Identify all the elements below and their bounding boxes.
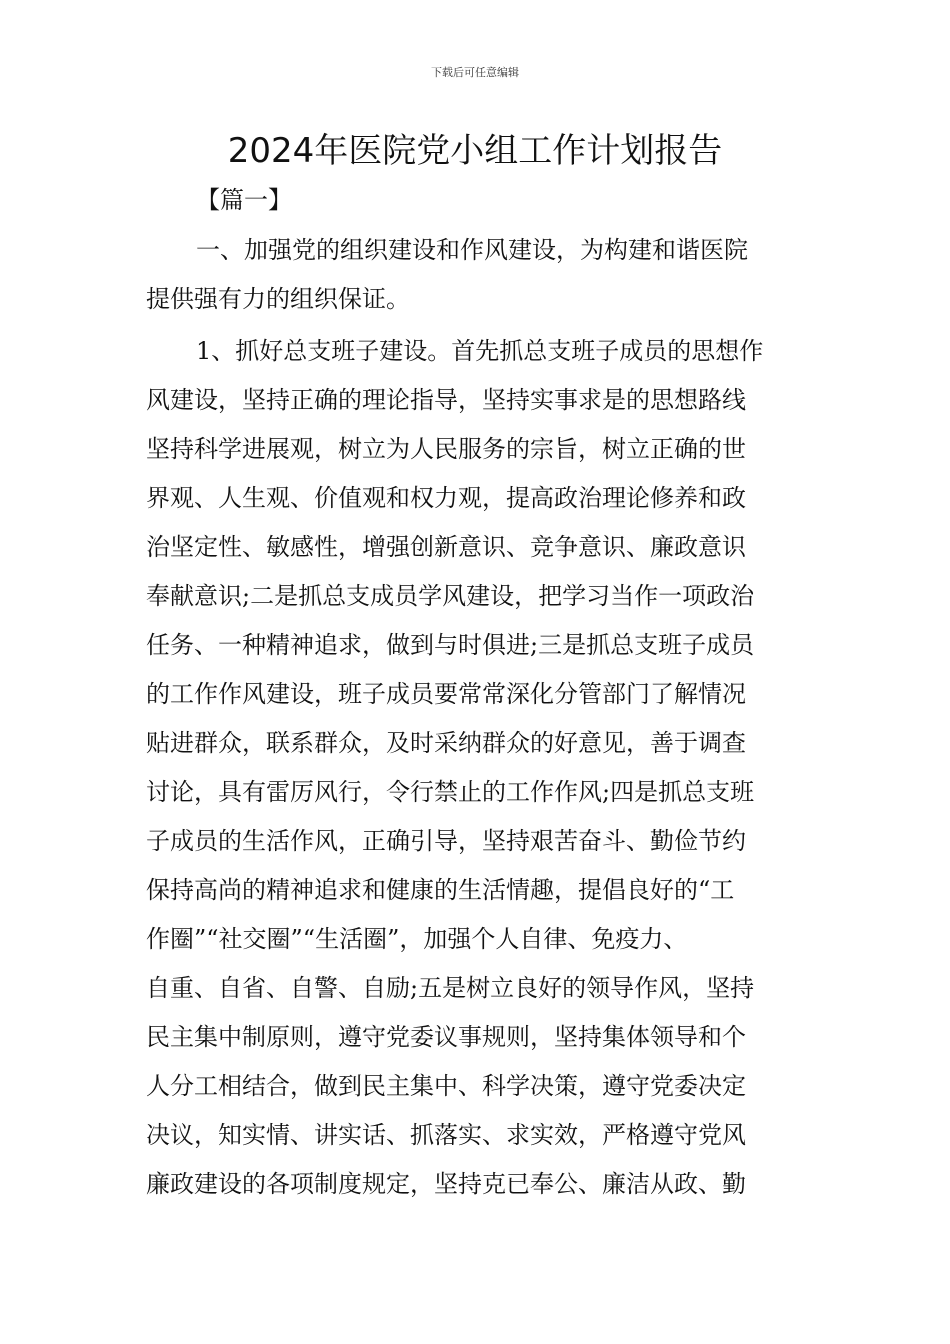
paragraph-line: 自重、自省、自警、自励;五是树立良好的领导作风，坚持: [146, 974, 755, 1002]
document-body: [146, 226, 806, 1209]
paragraph-line: 人分工相结合，做到民主集中、科学决策，遵守党委决定: [146, 1072, 746, 1100]
paragraph-line: 界观、人生观、价值观和权力观，提高政治理论修养和政: [146, 484, 746, 512]
paragraph-line: 讨论，具有雷厉风行，令行禁止的工作作风;四是抓总支班: [146, 778, 755, 806]
paragraph: [146, 226, 806, 324]
paragraph-line: 决议，知实情、讲实话、抓落实、求实效，严格遵守党风: [146, 1121, 746, 1149]
paragraph-line: 民主集中制原则，遵守党委议事规则，坚持集体领导和个: [146, 1023, 746, 1051]
paragraph: [146, 327, 806, 1209]
paragraph-line: 治坚定性、敏感性，增强创新意识、竞争意识、廉政意识: [146, 533, 746, 561]
paragraph-line: 廉政建设的各项制度规定，坚持克已奉公、廉洁从政、勤: [146, 1170, 746, 1198]
paragraph-line: 风建设，坚持正确的理论指导，坚持实事求是的思想路线: [146, 386, 746, 414]
paragraph-line: 提供强有力的组织保证。: [146, 285, 410, 313]
paragraph-line: 子成员的生活作风，正确引导，坚持艰苦奋斗、勤俭节约: [146, 827, 746, 855]
section-label: 【篇一】: [196, 186, 292, 214]
document-title: 2024年医院党小组工作计划报告: [227, 131, 723, 171]
paragraph-line: 坚持科学进展观，树立为人民服务的宗旨，树立正确的世: [146, 435, 746, 463]
paragraph-line: 奉献意识;二是抓总支成员学风建设，把学习当作一项政治: [146, 582, 755, 610]
paragraph-line: 一、加强党的组织建设和作风建设，为构建和谐医院: [196, 236, 748, 264]
paragraph-line: 保持高尚的精神追求和健康的生活情趣，提倡良好的“工: [146, 876, 735, 904]
header-note: 下载后可任意编辑: [431, 66, 519, 79]
paragraph-line: 贴进群众，联系群众，及时采纳群众的好意见，善于调查: [146, 729, 746, 757]
paragraph-line: 1、抓好总支班子建设。首先抓总支班子成员的思想作: [196, 337, 764, 365]
paragraph-line: 的工作作风建设，班子成员要常常深化分管部门了解情况: [146, 680, 746, 708]
paragraph-line: 作圈”“社交圈”“生活圈”，加强个人自律、免疫力、: [146, 925, 688, 953]
paragraph-line: 任务、一种精神追求，做到与时俱进;三是抓总支班子成员: [146, 631, 755, 659]
